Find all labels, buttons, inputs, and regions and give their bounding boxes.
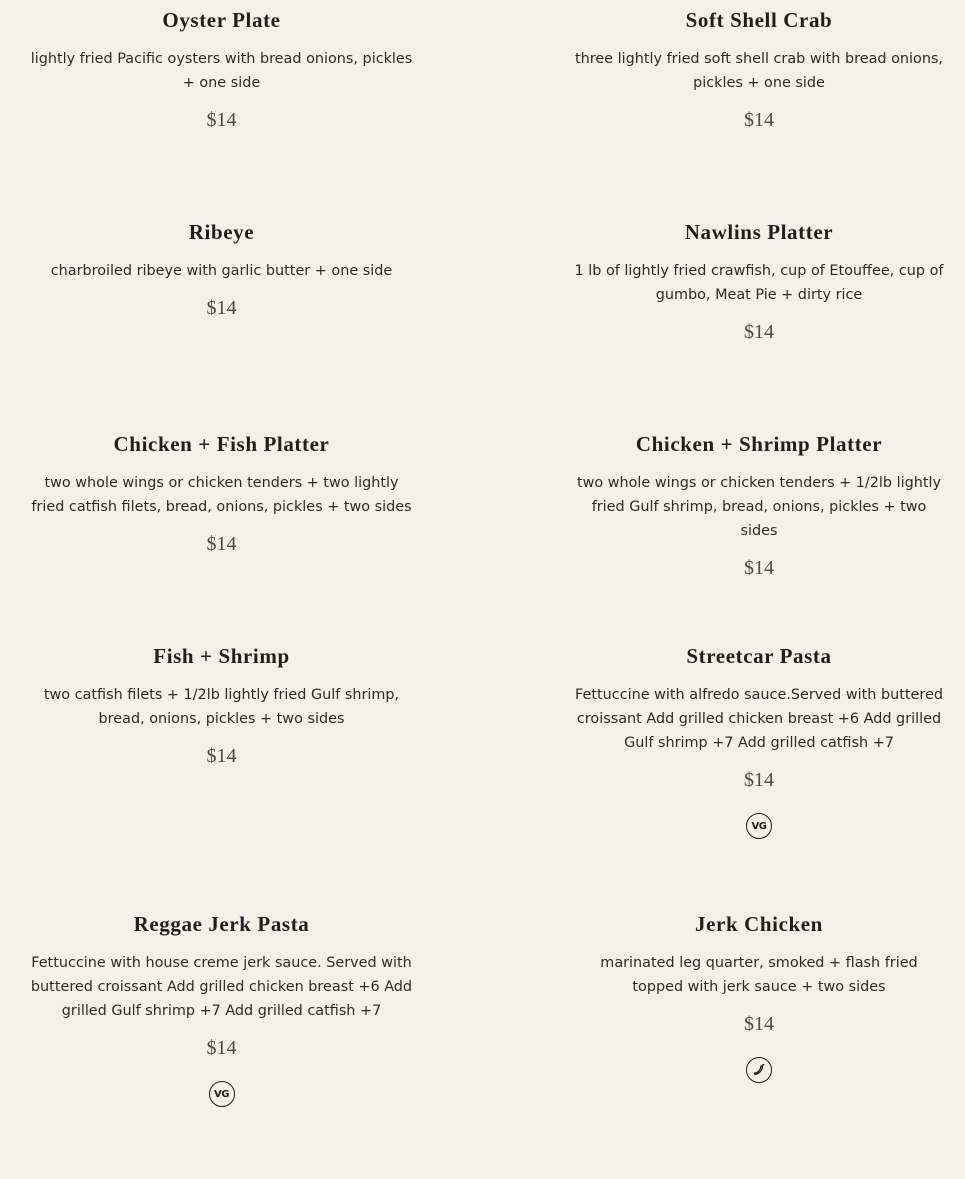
item-description: two catfish filets + 1/2lb lightly fried Gulf shrimp, bread, onions, pickles + two sides (43, 687, 400, 727)
item-description: charbroiled ribeye with garlic butter + one side (50, 263, 393, 279)
item-description: three lightly fried soft shell crab with bread onions, pickles + one side (574, 51, 944, 91)
next-item-peek (690, 1171, 830, 1179)
menu-item (29, 219, 414, 321)
item-name: Soft Shell Crab (685, 8, 833, 32)
item-description: two whole wings or chicken tenders + 1/2lb lightly fried Gulf shrimp, bread, onions, pickles + two sides (576, 475, 942, 539)
pepper-glyph (752, 1063, 766, 1077)
menu-item (29, 431, 414, 557)
menu-item (574, 643, 944, 839)
item-description: lightly fried Pacific oysters with bread onions, pickles + one side (30, 51, 413, 91)
menu-item (29, 643, 414, 769)
item-price: $14 (206, 109, 237, 131)
item-description: 1 lb of lightly fried crawfish, cup of Etouffee, cup of gumbo, Meat Pie + dirty rice (574, 263, 944, 303)
item-price: $14 (744, 1013, 774, 1035)
item-price: $14 (206, 297, 237, 319)
item-price: $14 (744, 557, 774, 579)
item-name: Chicken + Fish Platter (113, 432, 330, 456)
item-price: $14 (206, 533, 237, 555)
item-name: Chicken + Shrimp Platter (635, 432, 883, 456)
item-description: marinated leg quarter, smoked + flash fried topped with jerk sauce + two sides (600, 955, 918, 995)
item-name: Jerk Chicken (695, 912, 823, 936)
item-price: $14 (744, 109, 774, 131)
item-description: Fettuccine with alfredo sauce.Served with buttered croissant Add grilled chicken breast +6 Add grilled Gulf shrimp +7 Add grilled catfish +7 (575, 687, 943, 751)
item-name: Oyster Plate (162, 8, 281, 32)
item-name: Reggae Jerk Pasta (133, 912, 310, 936)
item-name: Nawlins Platter (684, 220, 834, 244)
item-name: Ribeye (188, 220, 255, 244)
item-price: $14 (206, 1037, 237, 1059)
item-description: Fettuccine with house creme jerk sauce. Served with buttered croissant Add grilled chicken breast +6 Add grilled Gulf shrimp +7 Add grilled catfish +7 (30, 955, 413, 1019)
menu-item (574, 431, 944, 581)
item-price: $14 (206, 745, 237, 767)
item-name: Fish + Shrimp (153, 644, 290, 668)
vegetarian-icon: VG (746, 813, 772, 839)
item-description: two whole wings or chicken tenders + two lightly fried catfish filets, bread, onions, pickles + two sides (31, 475, 412, 515)
menu-item (574, 911, 944, 1083)
vegetarian-icon: VG (209, 1081, 235, 1107)
next-item-peek (150, 1171, 290, 1179)
item-price: $14 (744, 321, 774, 343)
menu-item (29, 7, 414, 133)
spicy-pepper-icon (746, 1057, 772, 1083)
item-price: $14 (744, 769, 774, 791)
item-name: Streetcar Pasta (686, 644, 832, 668)
menu-item (29, 911, 414, 1107)
menu-item (574, 7, 944, 133)
menu-item (574, 219, 944, 345)
